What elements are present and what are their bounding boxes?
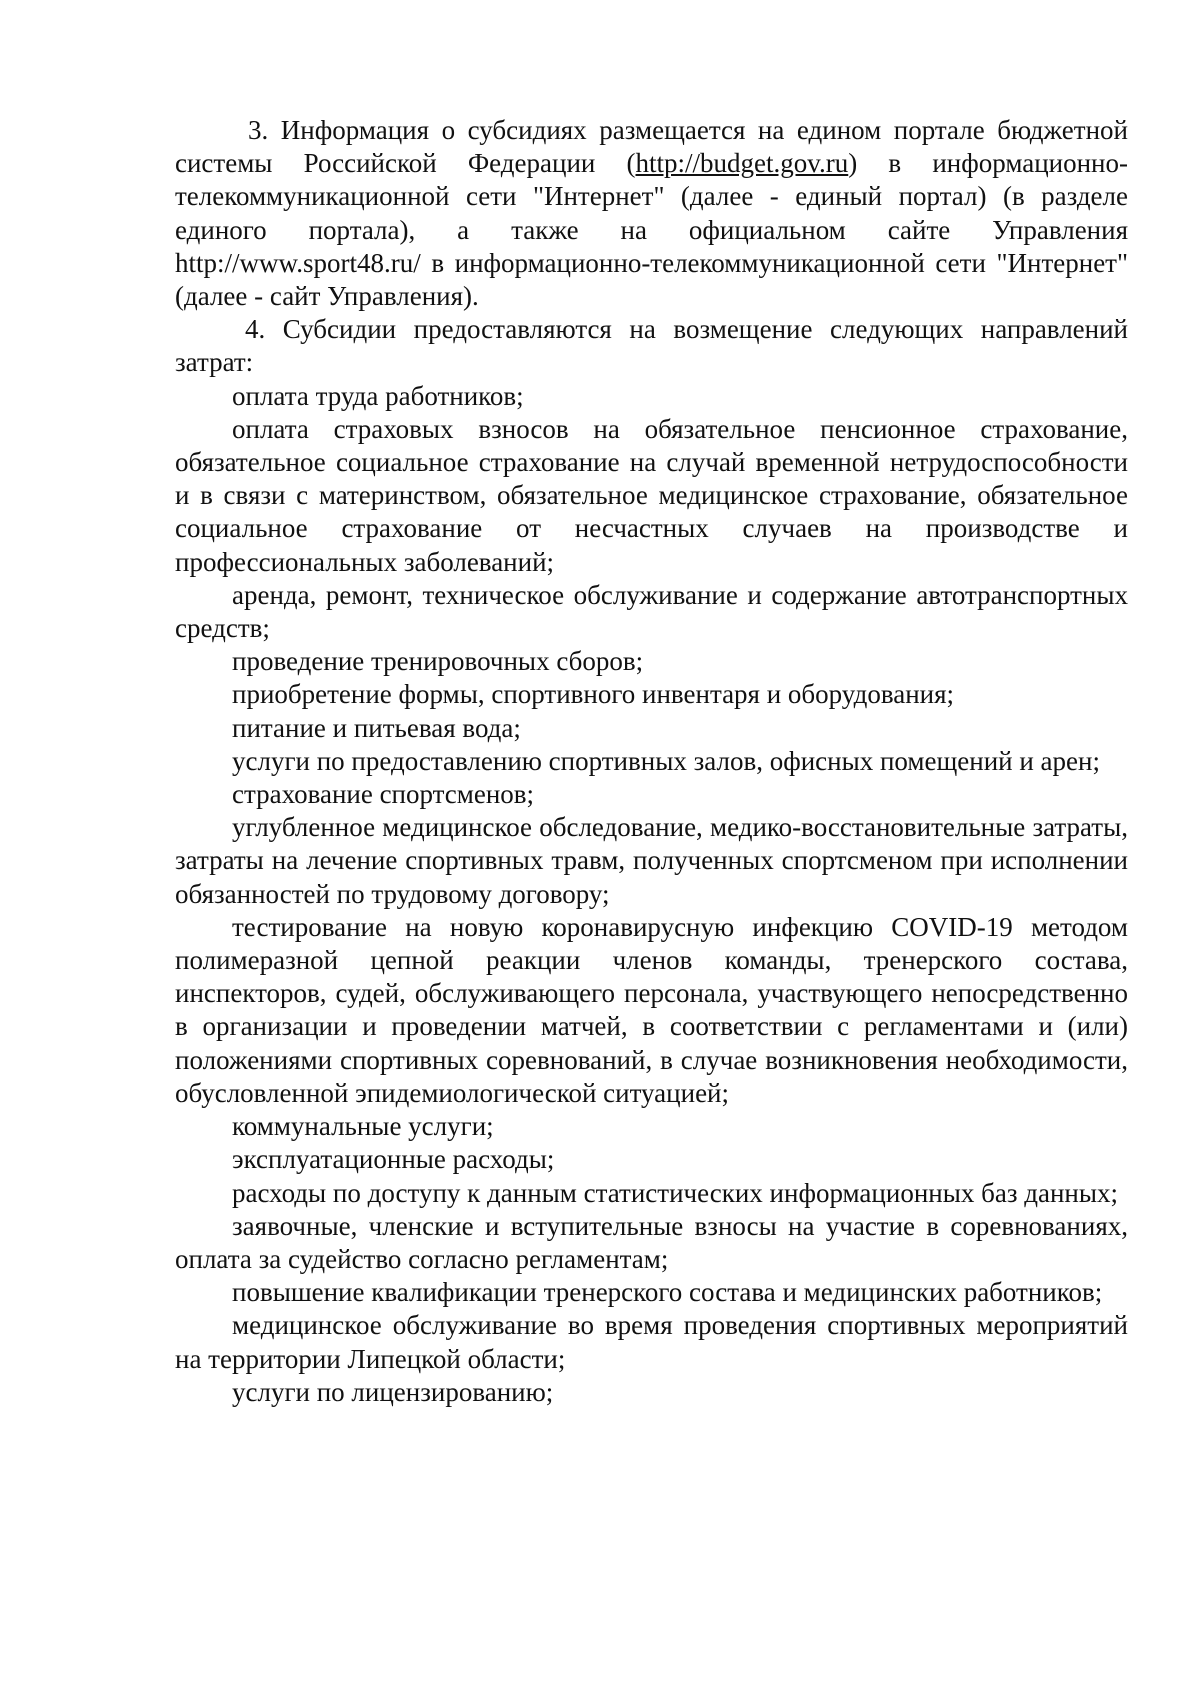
list-item: эксплуатационные расходы;: [232, 1144, 555, 1175]
list-item: расходы по доступу к данным статистических информационных баз данных;: [232, 1177, 1119, 1208]
paragraph-cost-directions: 4. Субсидии предоставляются на возмещение следующих направлений затрат:: [175, 314, 1128, 378]
list-item: тестирование на новую коронавирусную инфекцию COVID-19 методом полимеразной цепной реакции членов команды, тренерского состава, инспекторов, судей, обслуживающего персонала, участвующего непосредственно в организации и проведении матчей, в соответствии с регламентами и (или) положениями спортивных соревнований, в случае возникновения необходимости, обусловленной эпидемиологической ситуацией;: [175, 911, 1128, 1108]
list-item: услуги по предоставлению спортивных залов, офисных помещений и арен;: [232, 745, 1100, 776]
list-item: оплата страховых взносов на обязательное пенсионное страхование, обязательное социальное страхование на случай временной нетрудоспособности и в связи с материнством, обязательное медицинское страхование, обязательное социальное страхование от несчастных случаев на производстве и профессиональных заболеваний;: [175, 413, 1128, 577]
list-item: страхование спортсменов;: [232, 779, 535, 810]
list-item: питание и питьевая вода;: [232, 712, 521, 743]
list-item: оплата труда работников;: [232, 380, 524, 411]
list-item: коммунальные услуги;: [232, 1111, 494, 1142]
list-item: услуги по лицензированию;: [232, 1376, 554, 1407]
list-item: заявочные, членские и вступительные взносы на участие в соревнованиях, оплата за судейство согласно регламентам;: [175, 1210, 1128, 1274]
list-item: повышение квалификации тренерского состава и медицинских работников;: [232, 1277, 1103, 1308]
document-body: [175, 114, 1128, 1409]
paragraph-text: 3. Информация о субсидиях размещается на едином портале бюджетной системы Российской Федерации (: [175, 115, 1128, 179]
budget-portal-link[interactable]: http://budget.gov.ru: [635, 148, 849, 179]
list-item: медицинское обслуживание во время проведения спортивных мероприятий на территории Липецкой области;: [175, 1310, 1128, 1374]
list-item: углубленное медицинское обследование, медико-восстановительные затраты, затраты на лечение спортивных травм, полученных спортсменом при исполнении обязанностей по трудовому договору;: [175, 812, 1128, 909]
list-item: проведение тренировочных сборов;: [232, 646, 644, 677]
list-item: приобретение формы, спортивного инвентаря и оборудования;: [232, 679, 955, 710]
list-item: аренда, ремонт, техническое обслуживание и содержание автотранспортных средств;: [175, 579, 1128, 644]
paragraph-subsidy-info: [175, 114, 1128, 313]
paragraph-text: ) в информационно-телекоммуникационной сети "Интернет" (далее - единый портал) (в разделе единого портала), а также на официальном сайте Управления http://www.sport48.ru/ в информационно-телекоммуникационной сети "Интернет" (далее - сайт Управления).: [175, 148, 1128, 312]
